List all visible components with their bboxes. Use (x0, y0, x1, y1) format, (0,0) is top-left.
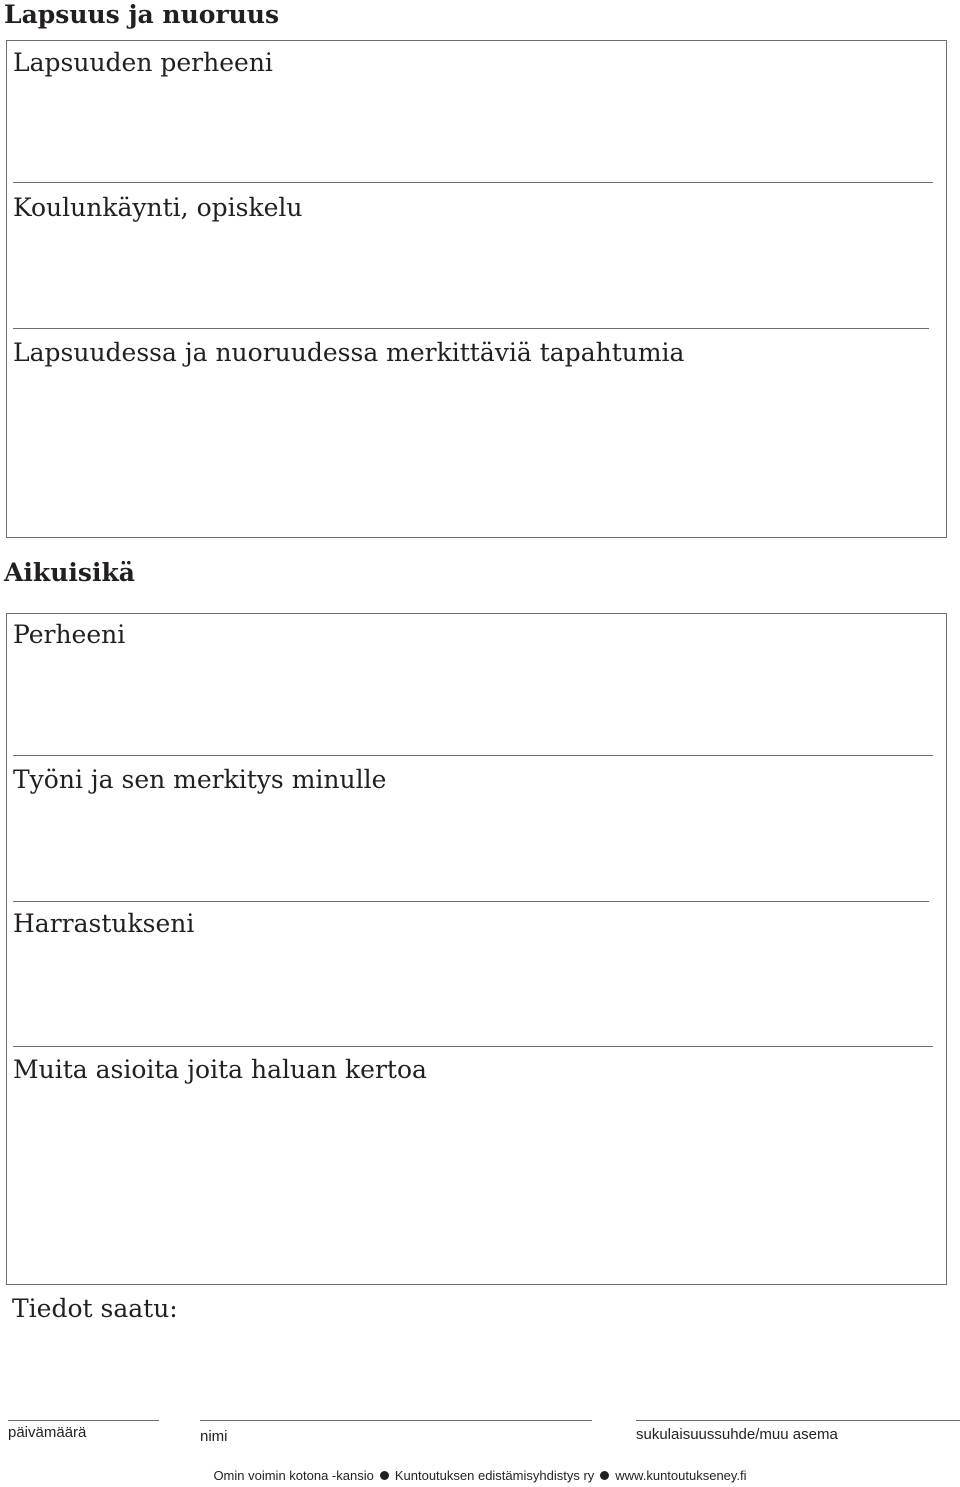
relation-signature-line (636, 1420, 960, 1421)
section-heading-adulthood: Aikuisikä (4, 558, 135, 587)
information-received-title: Tiedot saatu: (12, 1294, 178, 1323)
relation-label: sukulaisuussuhde/muu asema (636, 1426, 838, 1443)
name-label: nimi (200, 1428, 228, 1445)
field-label-childhood-family: Lapsuuden perheeni (13, 48, 273, 77)
section-heading-childhood: Lapsuus ja nuoruus (4, 0, 280, 29)
footer (0, 1467, 960, 1485)
date-signature-line (8, 1420, 159, 1421)
bullet-icon (600, 1471, 609, 1480)
adulthood-box (6, 613, 947, 1285)
childhood-box (6, 40, 947, 538)
divider (13, 328, 929, 329)
divider (13, 901, 929, 902)
field-label-significant-events: Lapsuudessa ja nuoruudessa merkittäviä tapahtumia (13, 338, 685, 367)
divider (13, 755, 933, 756)
field-label-schooling: Koulunkäynti, opiskelu (13, 193, 303, 222)
divider (13, 1046, 933, 1047)
footer-website-link[interactable]: www.kuntoutukseney.fi (615, 1468, 747, 1483)
footer-binder-title: Omin voimin kotona -kansio (213, 1468, 374, 1483)
date-label: päivämäärä (8, 1424, 87, 1441)
field-label-other-things: Muita asioita joita haluan kertoa (13, 1055, 427, 1084)
divider (13, 182, 933, 183)
field-label-work: Työni ja sen merkitys minulle (13, 765, 387, 794)
field-label-hobbies: Harrastukseni (13, 909, 195, 938)
bullet-icon (380, 1471, 389, 1480)
name-signature-line (200, 1420, 592, 1421)
footer-organization: Kuntoutuksen edistämisyhdistys ry (394, 1468, 595, 1483)
field-label-my-family: Perheeni (13, 620, 126, 649)
